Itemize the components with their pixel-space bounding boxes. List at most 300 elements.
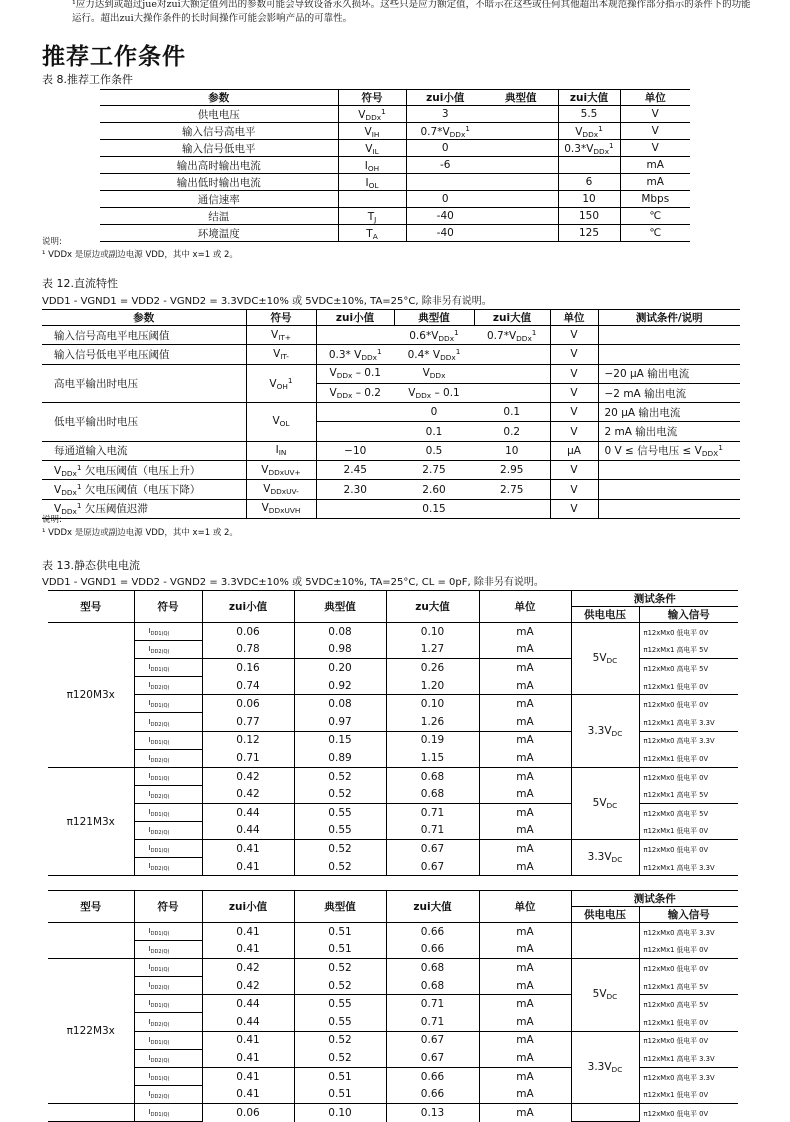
table12-caption: 表 12.直流特性: [42, 277, 118, 290]
symbol: $I_{DD2(Q)}$: [134, 713, 202, 731]
table-row: [100, 123, 690, 140]
min: 0.44: [202, 1013, 294, 1031]
input-signal: π12xMx1 高电平 3.3V: [639, 858, 738, 876]
min: [316, 499, 394, 518]
input-signal: π12xMx1 高电平 3.3V: [639, 1049, 738, 1067]
unit: mA: [479, 1013, 571, 1031]
col-min: zui小值: [202, 891, 294, 923]
cond: [598, 461, 740, 480]
unit: V: [550, 480, 598, 499]
model: [48, 923, 134, 959]
param: 低电平输出时电压: [42, 403, 246, 442]
symbol: $I_{DD2(Q)}$: [134, 1013, 202, 1031]
input-signal: π12xMx0 低电平 0V: [639, 767, 738, 785]
input-signal: π12xMx0 高电平 3.3V: [639, 731, 738, 749]
input-signal: π12xMx1 低电平 0V: [639, 749, 738, 767]
table13-caption: 表 13.静态供电电流: [42, 559, 140, 572]
table-row: [48, 623, 738, 641]
max: 0.67: [386, 858, 479, 876]
table-row: [48, 695, 738, 713]
unit: V: [620, 106, 690, 123]
typ: 0.55: [294, 803, 386, 821]
min: 0.42: [202, 767, 294, 785]
max: 0.71: [386, 803, 479, 821]
param: 输出高时输出电流: [100, 157, 338, 174]
max: 0.7*VDDx$^1$: [474, 326, 550, 345]
table-row: [42, 345, 740, 364]
param: 输入信号高电平电压阈值: [42, 326, 246, 345]
col-supply: 供电电压: [571, 607, 639, 623]
supply-voltage: 5VDC: [571, 623, 639, 695]
param: 输入信号低电平电压阈值: [42, 345, 246, 364]
max: 2.95: [474, 461, 550, 480]
unit: mA: [479, 659, 571, 677]
max: [474, 383, 550, 402]
col-min: zui小值: [406, 90, 484, 106]
table12-note: [42, 514, 238, 540]
max: 0.68: [386, 785, 479, 803]
max: 0.66: [386, 923, 479, 941]
col-cond: 测试条件/说明: [598, 310, 740, 326]
typ: VDDx – 0.1: [394, 383, 474, 402]
max: [474, 499, 550, 518]
symbol: [338, 191, 406, 208]
symbol: VOH$^1$: [246, 364, 316, 403]
max: 0.71: [386, 1013, 479, 1031]
col-param: 参数: [42, 310, 246, 326]
symbol: $I_{DD2(Q)}$: [134, 941, 202, 959]
unit: V: [620, 140, 690, 157]
table13-header: [48, 591, 738, 607]
min: VDDx – 0.2: [316, 383, 394, 402]
unit: V: [550, 403, 598, 422]
table12-header: [42, 310, 740, 326]
max: 10: [558, 191, 620, 208]
input-signal: π12xMx0 低电平 0V: [639, 959, 738, 977]
typ: 0.6*VDDx$^1$: [394, 326, 474, 345]
unit: V: [550, 422, 598, 441]
symbol: $I_{DD1(Q)}$: [134, 659, 202, 677]
table-row: [100, 140, 690, 157]
typ: 0.10: [294, 1103, 386, 1121]
table-row: [42, 403, 740, 422]
min: 0.44: [202, 822, 294, 840]
min: 0.41: [202, 1049, 294, 1067]
typ: [484, 191, 558, 208]
max: 0.71: [386, 822, 479, 840]
table-row: [48, 767, 738, 785]
unit: V: [550, 345, 598, 364]
col-typ: 典型值: [294, 891, 386, 923]
table13b-header: [48, 891, 738, 907]
symbol: $I_{DD1(Q)}$: [134, 1103, 202, 1121]
supply-voltage: 3.3VDC: [571, 695, 639, 767]
max: VDDx$^1$: [558, 123, 620, 140]
table-row: [42, 326, 740, 345]
cond: [598, 480, 740, 499]
typ: VDDx: [394, 364, 474, 383]
symbol: $I_{DD1(Q)}$: [134, 840, 202, 858]
col-typ: 典型值: [394, 310, 474, 326]
max: [474, 364, 550, 383]
input-signal: π12xMx1 低电平 0V: [639, 941, 738, 959]
table12-conditions: VDD1 - VGND1 = VDD2 - VGND2 = 3.3VDC±10% 或 5VDC±10%, TA=25°C, 除非另有说明。: [42, 296, 492, 307]
table-row: [100, 191, 690, 208]
param: 每通道输入电流: [42, 441, 246, 460]
col-symbol: 符号: [134, 591, 202, 623]
max: 0.10: [386, 623, 479, 641]
cond: −2 mA 输出电流: [598, 383, 740, 402]
table-row: [48, 1031, 738, 1049]
input-signal: π12xMx0 高电平 5V: [639, 803, 738, 821]
unit: mA: [479, 803, 571, 821]
unit: mA: [479, 695, 571, 713]
param: VDDx$^1$ 欠压阈值迟滞: [42, 499, 246, 518]
typ: 0.5: [394, 441, 474, 460]
symbol: $I_{DD2(Q)}$: [134, 1049, 202, 1067]
symbol: VDDxUVH: [246, 499, 316, 518]
input-signal: π12xMx0 高电平 5V: [639, 995, 738, 1013]
typ: 0.52: [294, 858, 386, 876]
symbol: IOL: [338, 174, 406, 191]
model: π120M3x: [48, 623, 134, 768]
unit: mA: [479, 713, 571, 731]
min: -6: [406, 157, 484, 174]
typ: 0: [394, 403, 474, 422]
min: 3: [406, 106, 484, 123]
table13: [48, 590, 738, 876]
col-supply: 供电电压: [571, 907, 639, 923]
max: 1.26: [386, 713, 479, 731]
min: 0.16: [202, 659, 294, 677]
max: 0.10: [386, 695, 479, 713]
table-row: [48, 923, 738, 941]
symbol: $I_{DD2(Q)}$: [134, 1085, 202, 1103]
max: 1.20: [386, 677, 479, 695]
typ: 0.51: [294, 1085, 386, 1103]
min: [406, 174, 484, 191]
symbol: $I_{DD2(Q)}$: [134, 858, 202, 876]
symbol: $I_{DD1(Q)}$: [134, 959, 202, 977]
unit: V: [550, 364, 598, 383]
col-symbol: 符号: [134, 891, 202, 923]
col-model: 型号: [48, 591, 134, 623]
min: 0.41: [202, 1067, 294, 1085]
min: 0.41: [202, 923, 294, 941]
unit: mA: [479, 623, 571, 641]
typ: 0.20: [294, 659, 386, 677]
supply-voltage: 3.3VDC: [571, 840, 639, 876]
max: 0.2: [474, 422, 550, 441]
param: 供电电压: [100, 106, 338, 123]
unit: V: [550, 383, 598, 402]
cond: 20 µA 输出电流: [598, 403, 740, 422]
min: 0.71: [202, 749, 294, 767]
unit: mA: [479, 858, 571, 876]
unit: mA: [479, 641, 571, 659]
unit: mA: [479, 1049, 571, 1067]
typ: [484, 208, 558, 225]
min: 0.41: [202, 1031, 294, 1049]
input-signal: π12xMx1 高电平 5V: [639, 977, 738, 995]
max: 6: [558, 174, 620, 191]
typ: 0.55: [294, 1013, 386, 1031]
max: 125: [558, 225, 620, 242]
symbol: VDDxUV+: [246, 461, 316, 480]
symbol: $I_{DD2(Q)}$: [134, 822, 202, 840]
unit: mA: [479, 1031, 571, 1049]
max: [558, 157, 620, 174]
col-typ: 典型值: [294, 591, 386, 623]
unit: mA: [479, 941, 571, 959]
symbol: $I_{DD1(Q)}$: [134, 1031, 202, 1049]
input-signal: π12xMx1 高电平 5V: [639, 785, 738, 803]
top-footnote: ¹应力达到或超过jue对zui大额定值列出的参数可能会导致设备永久损坏。这些只是应力额定值，不暗示在这些或任何其他超出本规范操作部分指示的条件下的功能运行。超出zui大操作条件的长时间操作可能会影响产品的可靠性。: [72, 0, 751, 24]
symbol: VIT-: [246, 345, 316, 364]
param: VDDx$^1$ 欠电压阈值（电压上升）: [42, 461, 246, 480]
max: 0.3*VDDx$^1$: [558, 140, 620, 157]
supply-voltage: 5VDC: [571, 767, 639, 839]
symbol: $I_{DD1(Q)}$: [134, 695, 202, 713]
min: 0.44: [202, 995, 294, 1013]
typ: 0.52: [294, 1049, 386, 1067]
col-max: zui大值: [474, 310, 550, 326]
min: [316, 422, 394, 441]
typ: 0.92: [294, 677, 386, 695]
note-text: ¹ VDDx 是原边或副边电源 VDD，其中 x=1 或 2。: [42, 528, 238, 538]
cond: [598, 345, 740, 364]
table8-header: [100, 90, 690, 106]
input-signal: π12xMx1 高电平 5V: [639, 641, 738, 659]
typ: [484, 157, 558, 174]
unit: mA: [479, 785, 571, 803]
unit: mA: [620, 174, 690, 191]
input-signal: π12xMx0 低电平 0V: [639, 1031, 738, 1049]
typ: 0.1: [394, 422, 474, 441]
table-row: [100, 106, 690, 123]
input-signal: π12xMx0 高电平 3.3V: [639, 923, 738, 941]
table-row: [42, 364, 740, 383]
typ: 0.52: [294, 785, 386, 803]
col-unit: 单位: [479, 591, 571, 623]
symbol: $I_{DD2(Q)}$: [134, 977, 202, 995]
cond: 2 mA 输出电流: [598, 422, 740, 441]
symbol: VIL: [338, 140, 406, 157]
symbol: IOH: [338, 157, 406, 174]
table-row: [100, 174, 690, 191]
cond: [598, 326, 740, 345]
table-row: [42, 480, 740, 499]
max: 5.5: [558, 106, 620, 123]
symbol: $I_{DD1(Q)}$: [134, 803, 202, 821]
input-signal: π12xMx1 低电平 0V: [639, 1085, 738, 1103]
note-label: 说明:: [42, 237, 62, 247]
param: 通信速率: [100, 191, 338, 208]
max: 0.66: [386, 941, 479, 959]
typ: 0.55: [294, 995, 386, 1013]
min: 0.42: [202, 785, 294, 803]
col-unit: 单位: [550, 310, 598, 326]
max: 0.71: [386, 995, 479, 1013]
min: 0.41: [202, 1085, 294, 1103]
table-row: [42, 441, 740, 460]
min: 0.06: [202, 695, 294, 713]
param: 输入信号低电平: [100, 140, 338, 157]
symbol: TJ: [338, 208, 406, 225]
max: 0.19: [386, 731, 479, 749]
min: [316, 403, 394, 422]
unit: mA: [479, 1085, 571, 1103]
typ: [484, 123, 558, 140]
unit: mA: [479, 923, 571, 941]
unit: mA: [479, 677, 571, 695]
min: 0.77: [202, 713, 294, 731]
unit: ℃: [620, 225, 690, 242]
table-row: [100, 157, 690, 174]
max: 1.15: [386, 749, 479, 767]
min: 0: [406, 140, 484, 157]
symbol: TA: [338, 225, 406, 242]
unit: mA: [479, 995, 571, 1013]
min: -40: [406, 208, 484, 225]
min: VDDx – 0.1: [316, 364, 394, 383]
unit: mA: [479, 731, 571, 749]
section-title: 推荐工作条件: [42, 44, 186, 70]
typ: 0.55: [294, 822, 386, 840]
typ: 0.52: [294, 767, 386, 785]
max: 0.67: [386, 840, 479, 858]
unit: Mbps: [620, 191, 690, 208]
min: 0.3* VDDx$^1$: [316, 345, 394, 364]
input-signal: π12xMx0 高电平 3.3V: [639, 1067, 738, 1085]
note-label: 说明:: [42, 515, 62, 525]
table12: [42, 309, 740, 519]
symbol: $I_{DD1(Q)}$: [134, 1067, 202, 1085]
unit: mA: [479, 840, 571, 858]
unit: mA: [479, 977, 571, 995]
col-max: zui大值: [558, 90, 620, 106]
max: 0.67: [386, 1049, 479, 1067]
typ: 0.52: [294, 959, 386, 977]
param: 输入信号高电平: [100, 123, 338, 140]
typ: [484, 106, 558, 123]
cond: −20 µA 输出电流: [598, 364, 740, 383]
input-signal: π12xMx0 低电平 0V: [639, 1103, 738, 1121]
max: 0.1: [474, 403, 550, 422]
col-min: zui小值: [316, 310, 394, 326]
col-test-cond: 测试条件: [571, 891, 738, 907]
unit: V: [550, 461, 598, 480]
min: 0.41: [202, 858, 294, 876]
param: 高电平输出时电压: [42, 364, 246, 403]
max: 0.13: [386, 1103, 479, 1121]
unit: mA: [479, 1103, 571, 1121]
param: 输出低时输出电流: [100, 174, 338, 191]
cond: 0 V ≤ 信号电压 ≤ $VDDX^1$: [598, 441, 740, 460]
typ: 0.52: [294, 840, 386, 858]
param: 环境温度: [100, 225, 338, 242]
unit: mA: [620, 157, 690, 174]
typ: 0.08: [294, 695, 386, 713]
table8-note: [42, 236, 238, 262]
typ: 2.60: [394, 480, 474, 499]
col-max: zu大值: [386, 591, 479, 623]
col-model: 型号: [48, 891, 134, 923]
min: 0.41: [202, 941, 294, 959]
table-row: [48, 840, 738, 858]
input-signal: π12xMx0 高电平 5V: [639, 659, 738, 677]
input-signal: π12xMx1 低电平 0V: [639, 1013, 738, 1031]
input-signal: π12xMx1 低电平 0V: [639, 822, 738, 840]
table13-conditions: VDD1 - VGND1 = VDD2 - VGND2 = 3.3VDC±10% 或 5VDC±10%, TA=25°C, CL = 0pF, 除非另有说明。: [42, 577, 544, 588]
table13-continued: [48, 890, 738, 1122]
col-symbol: 符号: [338, 90, 406, 106]
max: 0.66: [386, 1067, 479, 1085]
typ: 0.52: [294, 1031, 386, 1049]
symbol: VDDx$^1$: [338, 106, 406, 123]
cond: [598, 499, 740, 518]
symbol: VIH: [338, 123, 406, 140]
max: 10: [474, 441, 550, 460]
unit: mA: [479, 959, 571, 977]
symbol: VDDxUV-: [246, 480, 316, 499]
col-unit: 单位: [620, 90, 690, 106]
symbol: $I_{DD2(Q)}$: [134, 749, 202, 767]
col-test-cond: 测试条件: [571, 591, 738, 607]
input-signal: π12xMx0 低电平 0V: [639, 623, 738, 641]
input-signal: π12xMx1 高电平 3.3V: [639, 713, 738, 731]
typ: 2.75: [394, 461, 474, 480]
min: 0.42: [202, 959, 294, 977]
symbol: $I_{DD1(Q)}$: [134, 767, 202, 785]
max: 0.68: [386, 977, 479, 995]
symbol: $I_{DD1(Q)}$: [134, 623, 202, 641]
symbol: IIN: [246, 441, 316, 460]
max: 1.27: [386, 641, 479, 659]
col-symbol: 符号: [246, 310, 316, 326]
max: 0.67: [386, 1031, 479, 1049]
typ: 0.15: [394, 499, 474, 518]
unit: V: [620, 123, 690, 140]
table8: [100, 89, 690, 242]
symbol: $I_{DD1(Q)}$: [134, 923, 202, 941]
min: −10: [316, 441, 394, 460]
min: 0.06: [202, 623, 294, 641]
typ: 0.51: [294, 923, 386, 941]
unit: mA: [479, 749, 571, 767]
table-row: [48, 959, 738, 977]
min: 0: [406, 191, 484, 208]
min: 0.41: [202, 840, 294, 858]
note-text: ¹ VDDx 是原边或副边电源 VDD，其中 x=1 或 2。: [42, 250, 238, 260]
typ: [484, 140, 558, 157]
min: 0.44: [202, 803, 294, 821]
typ: 0.15: [294, 731, 386, 749]
typ: 0.08: [294, 623, 386, 641]
col-typ: 典型值: [484, 90, 558, 106]
typ: 0.98: [294, 641, 386, 659]
col-min: zui小值: [202, 591, 294, 623]
min: 0.42: [202, 977, 294, 995]
symbol: $I_{DD1(Q)}$: [134, 995, 202, 1013]
symbol: VOL: [246, 403, 316, 442]
min: 0.78: [202, 641, 294, 659]
col-unit: 单位: [479, 891, 571, 923]
param: VDDx$^1$ 欠电压阈值（电压下降）: [42, 480, 246, 499]
typ: 0.51: [294, 941, 386, 959]
typ: [484, 174, 558, 191]
min: 0.7*VDDx$^1$: [406, 123, 484, 140]
